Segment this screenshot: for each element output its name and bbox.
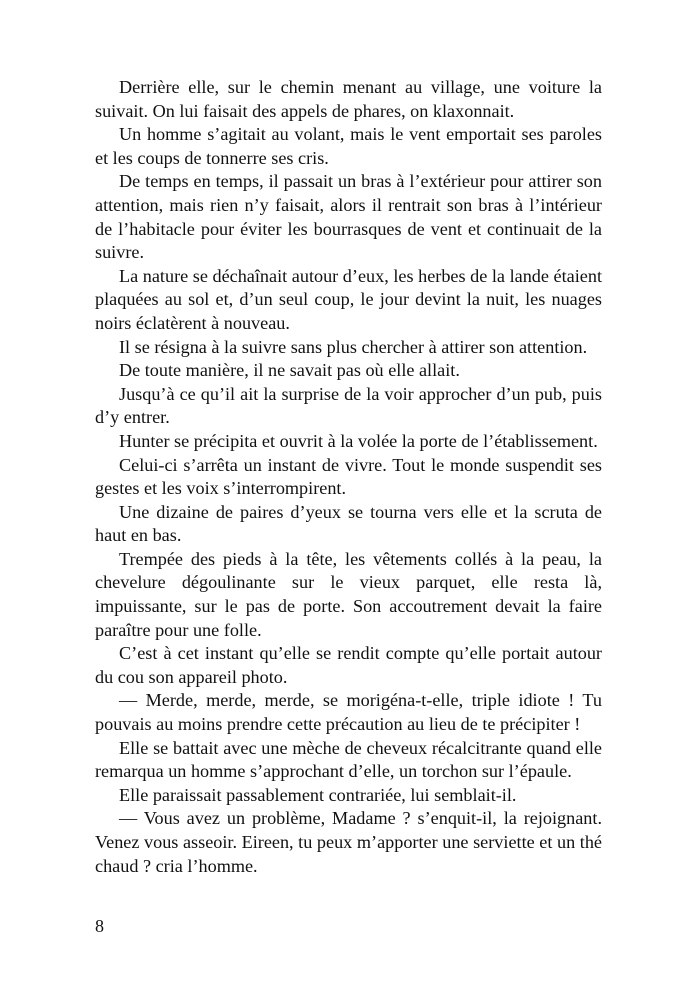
paragraph: Hunter se précipita et ouvrit à la volée la porte de l’établissement. [119, 430, 598, 451]
paragraph: Celui-ci s’arrêta un instant de vivre. Tout le monde suspendit ses gestes et les voix s’interrompirent. [95, 454, 602, 499]
paragraph: Jusqu’à ce qu’il ait la surprise de la voir approcher d’un pub, puis d’y entrer. [95, 383, 602, 428]
paragraph: C’est à cet instant qu’elle se rendit compte qu’elle portait autour du cou son appareil photo. [95, 643, 602, 687]
paragraph: — Vous avez un problème, Madame ? s’enquit-il, la rejoignant. Venez vous asseoir. Eireen, tu peux m’apporter une serviette et un thé chaud ? cria l’homme. [95, 808, 602, 876]
paragraph: Il se résigna à la suivre sans plus chercher à attirer son attention. [119, 336, 588, 357]
paragraph: Derrière elle, sur le chemin menant au village, une voiture la suivait. On lui faisait des appels de phares, on klaxonnait. [95, 77, 602, 121]
body-text [95, 76, 602, 878]
paragraph: La nature se déchaînait autour d’eux, les herbes de la lande étaient plaquées au sol et, d’un seul coup, le jour devint la nuit, les nuages noirs éclatèrent à nouveau. [95, 265, 602, 333]
page-number: 8 [95, 916, 104, 936]
paragraph: Elle paraissait passablement contrariée, lui semblait-il. [119, 784, 517, 805]
paragraph: Un homme s’agitait au volant, mais le vent emportait ses paroles et les coups de tonnerre ses cris. [95, 124, 602, 168]
paragraph: De toute manière, il ne savait pas où elle allait. [119, 360, 460, 381]
paragraph: — Merde, merde, merde, se morigéna-t-elle, triple idiote ! Tu pouvais au moins prendre cette précaution au lieu de te précipiter ! [95, 690, 602, 735]
paragraph: De temps en temps, il passait un bras à l’extérieur pour attirer son attention, mais rien n’y faisait, alors il rentrait son bras à l’intérieur de l’habitacle pour éviter les bourrasques de vent et continuait de la suivre. [95, 171, 602, 263]
paragraph: Une dizaine de paires d’yeux se tourna vers elle et la scruta de haut en bas. [95, 501, 602, 546]
paragraph: Trempée des pieds à la tête, les vêtements collés à la peau, la chevelure dégoulinante sur le vieux parquet, elle resta là, impuissante, sur le pas de porte. Son accoutrement devait la faire paraître pour une folle. [95, 548, 602, 640]
paragraph: Elle se battait avec une mèche de cheveux récalcitrante quand elle remarqua un homme s’approchant d’elle, un torchon sur l’épaule. [95, 737, 602, 782]
